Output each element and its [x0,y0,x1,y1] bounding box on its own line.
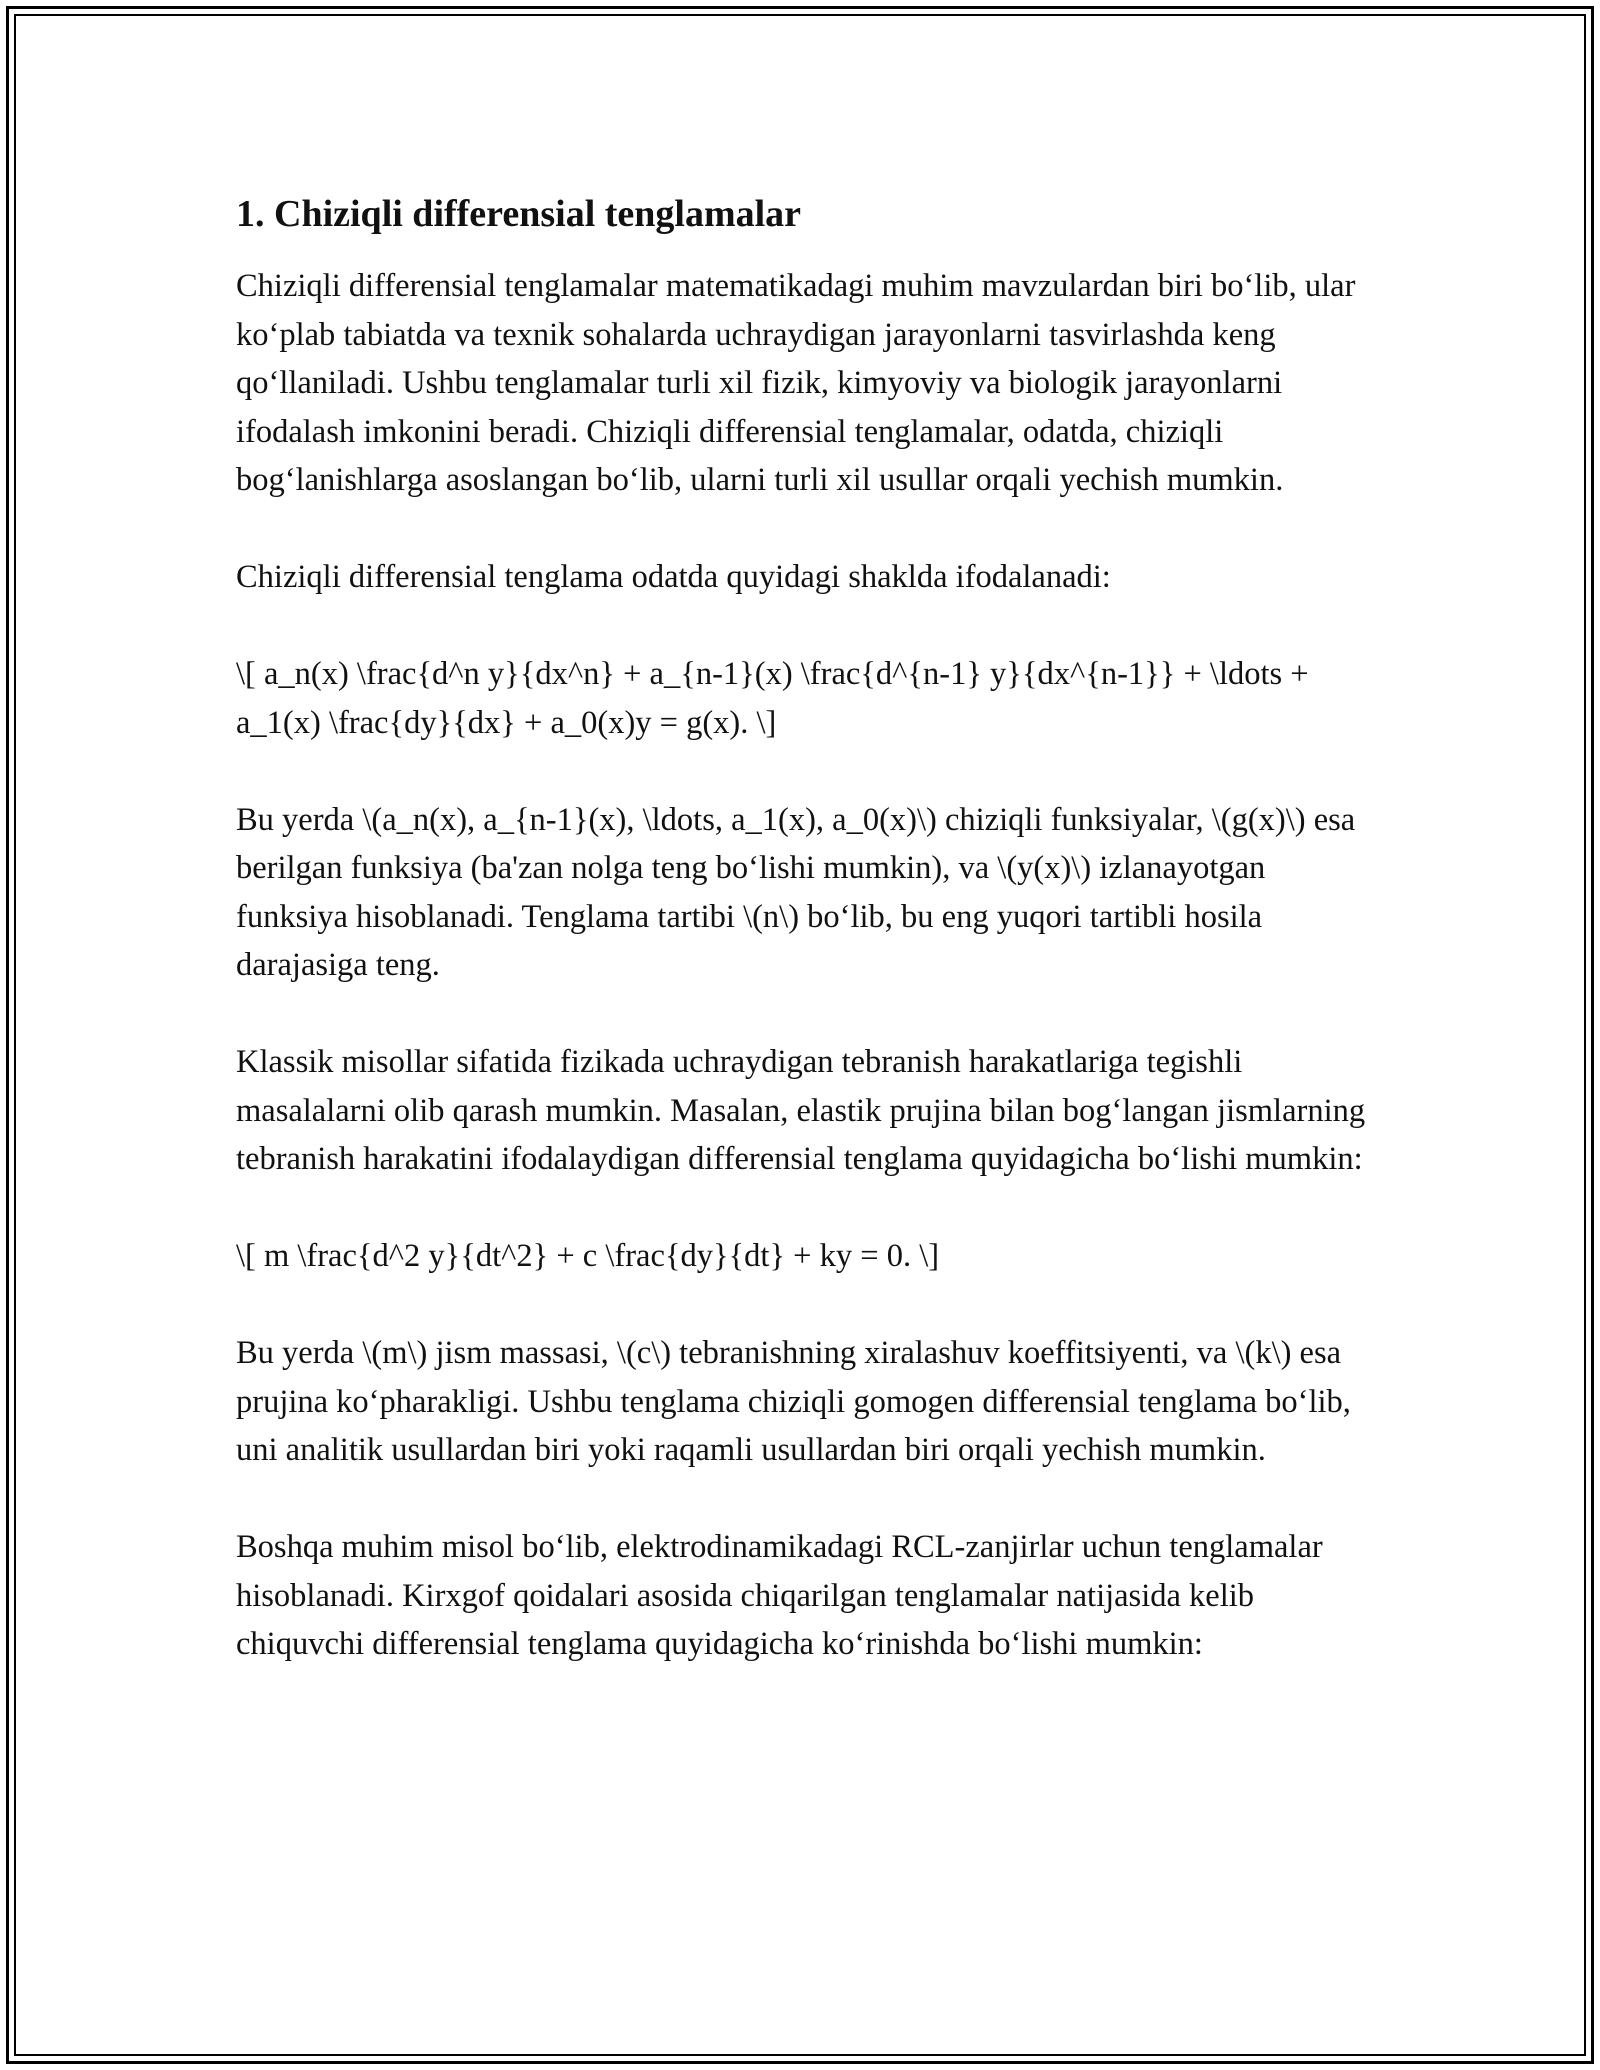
document-body [236,190,1376,1717]
intro-paragraph: Chiziqli differensial tenglamalar matematikadagi muhim mavzulardan biri bo‘lib, ular ko‘plab tabiatda va texnik sohalarda uchraydigan jarayonlarni tasvirlashda keng qo‘llaniladi. Ushbu tenglamalar turli xil fizik, kimyoviy va biologik jarayonlarni ifodalash imkonini beradi. Chiziqli differensial tenglamalar, odatda, chiziqli bog‘lanishlarga asoslangan bo‘lib, ularni turli xil usullar orqali yechish mumkin. [236,268,1356,498]
oscillation-example-paragraph: Klassik misollar sifatida fizikada uchraydigan tebranish harakatlariga tegishli masalalarni olib qarash mumkin. Masalan, elastik prujina bilan bog‘langan jismlarning tebranish harakatini ifodalaydigan differensial tenglama quyidagicha bo‘lishi mumkin: [236,1044,1366,1177]
general-equation-formula: \[ a_n(x) \frac{d^n y}{dx^n} + a_{n-1}(x) \frac{d^{n-1} y}{dx^{n-1}} + \ldots + a_1(x) \frac{dy}{dx} + a_0(x)y = g(x). \] [236,656,1309,741]
oscillation-notation-paragraph: Bu yerda \(m\) jism massasi, \(c\) tebranishning xiralashuv koeffitsiyenti, va \(k\) esa prujina ko‘pharakligi. Ushbu tenglama chiziqli gomogen differensial tenglama bo‘lib, uni analitik usullardan biri yoki raqamli usullardan biri orqali yechish mumkin. [236,1335,1351,1468]
oscillation-equation-formula: \[ m \frac{d^2 y}{dt^2} + c \frac{dy}{dt} + ky = 0. \] [236,1238,940,1274]
section-heading: 1. Chiziqli differensial tenglamalar [236,193,802,235]
notation-paragraph: Bu yerda \(a_n(x), a_{n-1}(x), \ldots, a_1(x), a_0(x)\) chiziqli funksiyalar, \(g(x)\) esa berilgan funksiya (ba'zan nolga teng bo‘lishi mumkin), va \(y(x)\) izlanayotgan funksiya hisoblanadi. Tenglama tartibi \(n\) bo‘lib, bu eng yuqori tartibli hosila darajasiga teng. [236,801,1356,983]
rcl-example-paragraph: Boshqa muhim misol bo‘lib, elektrodinamikadagi RCL-zanjirlar uchun tenglamalar hisoblanadi. Kirxgof qoidalari asosida chiqarilgan tenglamalar natijasida kelib chiquvchi differensial tenglama quyidagicha ko‘rinishda bo‘lishi mumkin: [236,1529,1323,1662]
general-form-paragraph: Chiziqli differensial tenglama odatda quyidagi shaklda ifodalanadi: [236,559,1111,595]
